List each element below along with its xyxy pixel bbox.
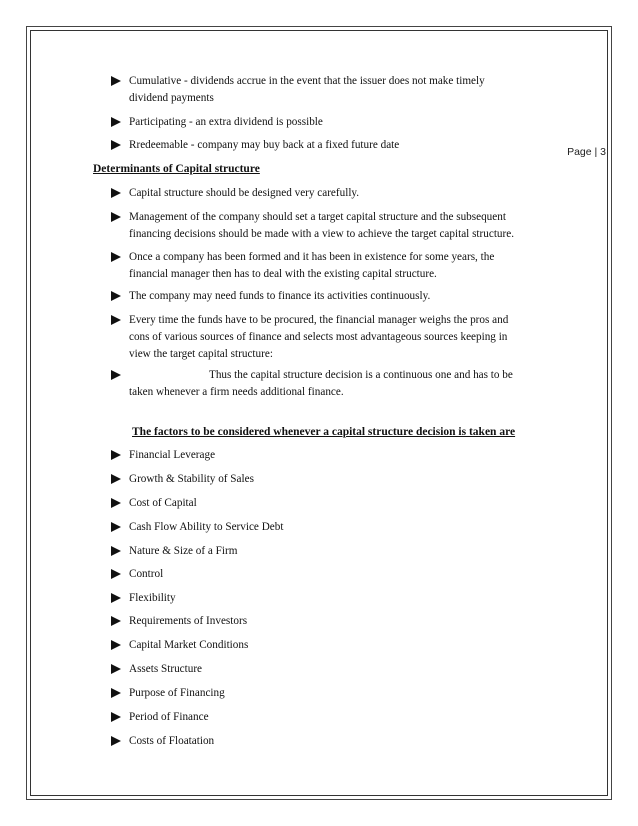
list-item <box>111 637 565 654</box>
list-item <box>111 613 565 630</box>
list-item <box>111 312 565 363</box>
list-item-text: Financial Leverage <box>129 449 216 461</box>
list-item-text: Requirements of Investors <box>129 615 248 627</box>
arrow-bullet-icon <box>111 519 129 536</box>
list-item <box>111 73 565 107</box>
arrow-bullet-icon <box>111 114 129 131</box>
list-item-text: Management of the company should set a target capital structure and the subsequent <box>129 211 506 223</box>
list-item-text: Participating - an extra dividend is possible <box>129 116 323 128</box>
arrow-bullet-icon <box>111 249 129 266</box>
list-item-text: Cost of Capital <box>129 497 197 509</box>
list-item <box>111 685 565 702</box>
arrow-bullet-icon <box>111 543 129 560</box>
arrow-bullet-icon <box>111 367 129 384</box>
list-item-text: Assets Structure <box>129 663 203 675</box>
list-item <box>111 495 565 512</box>
list-item <box>111 733 565 750</box>
arrow-bullet-icon <box>111 590 129 607</box>
arrow-bullet-icon <box>111 312 129 329</box>
list-item-text: Purpose of Financing <box>129 687 225 699</box>
list-item-text-cont: financial manager then has to deal with the existing capital structure. <box>129 268 437 280</box>
arrow-bullet-icon <box>111 471 129 488</box>
list-item-text: Nature & Size of a Firm <box>129 545 238 557</box>
arrow-bullet-icon <box>111 685 129 702</box>
list-item-text-cont: dividend payments <box>129 92 214 104</box>
arrow-bullet-icon <box>111 733 129 750</box>
list-item-text: Flexibility <box>129 592 176 604</box>
section-heading: Determinants of Capital structure <box>93 163 260 175</box>
arrow-bullet-icon <box>111 661 129 678</box>
page-number: Page | 3 <box>567 146 606 158</box>
arrow-bullet-icon <box>111 566 129 583</box>
arrow-bullet-icon <box>111 137 129 154</box>
factors-heading: The factors to be considered whenever a capital structure decision is taken are <box>132 426 516 438</box>
list-item-text: Thus the capital structure decision is a continuous one and has to be <box>209 369 513 381</box>
list-item-text-cont: financing decisions should be made with a view to achieve the target capital structure. <box>129 228 515 240</box>
arrow-bullet-icon <box>111 637 129 654</box>
arrow-bullet-icon <box>111 288 129 305</box>
list-item-text: Capital structure should be designed very carefully. <box>129 187 360 199</box>
list-item <box>111 543 565 560</box>
list-item-text-cont: view the target capital structure: <box>129 348 273 360</box>
arrow-bullet-icon <box>111 209 129 226</box>
list-item <box>111 709 565 726</box>
list-item-text: Once a company has been formed and it has been in existence for some years, the <box>129 251 495 263</box>
list-item-text: Period of Finance <box>129 711 209 723</box>
list-item <box>111 114 565 131</box>
list-item-text: Costs of Floatation <box>129 735 215 747</box>
list-item <box>111 288 565 305</box>
list-item-text: Rredeemable - company may buy back at a fixed future date <box>129 139 400 151</box>
list-item <box>111 566 565 583</box>
arrow-bullet-icon <box>111 495 129 512</box>
arrow-bullet-icon <box>111 185 129 202</box>
list-item <box>111 447 565 464</box>
list-item <box>111 185 565 202</box>
list-item-text: The company may need funds to finance its activities continuously. <box>129 290 431 302</box>
arrow-bullet-icon <box>111 613 129 630</box>
list-item <box>111 590 565 607</box>
list-item-text-cont: cons of various sources of finance and selects most advantageous sources keeping in <box>129 331 508 343</box>
list-item <box>111 137 565 154</box>
list-item <box>111 471 565 488</box>
list-item-text: Capital Market Conditions <box>129 639 249 651</box>
list-item <box>111 367 565 401</box>
arrow-bullet-icon <box>111 73 129 90</box>
arrow-bullet-icon <box>111 709 129 726</box>
list-item-text: Growth & Stability of Sales <box>129 473 254 485</box>
list-item-text: Every time the funds have to be procured, the financial manager weighs the pros and <box>129 314 509 326</box>
list-item <box>111 519 565 536</box>
list-item <box>111 661 565 678</box>
list-item-text-cont: taken whenever a firm needs additional finance. <box>129 386 344 398</box>
list-item <box>111 209 565 243</box>
arrow-bullet-icon <box>111 447 129 464</box>
list-item-text: Control <box>129 568 164 580</box>
list-item <box>111 249 565 283</box>
list-item-text: Cash Flow Ability to Service Debt <box>129 521 284 533</box>
list-item-text: Cumulative - dividends accrue in the event that the issuer does not make timely <box>129 75 485 87</box>
